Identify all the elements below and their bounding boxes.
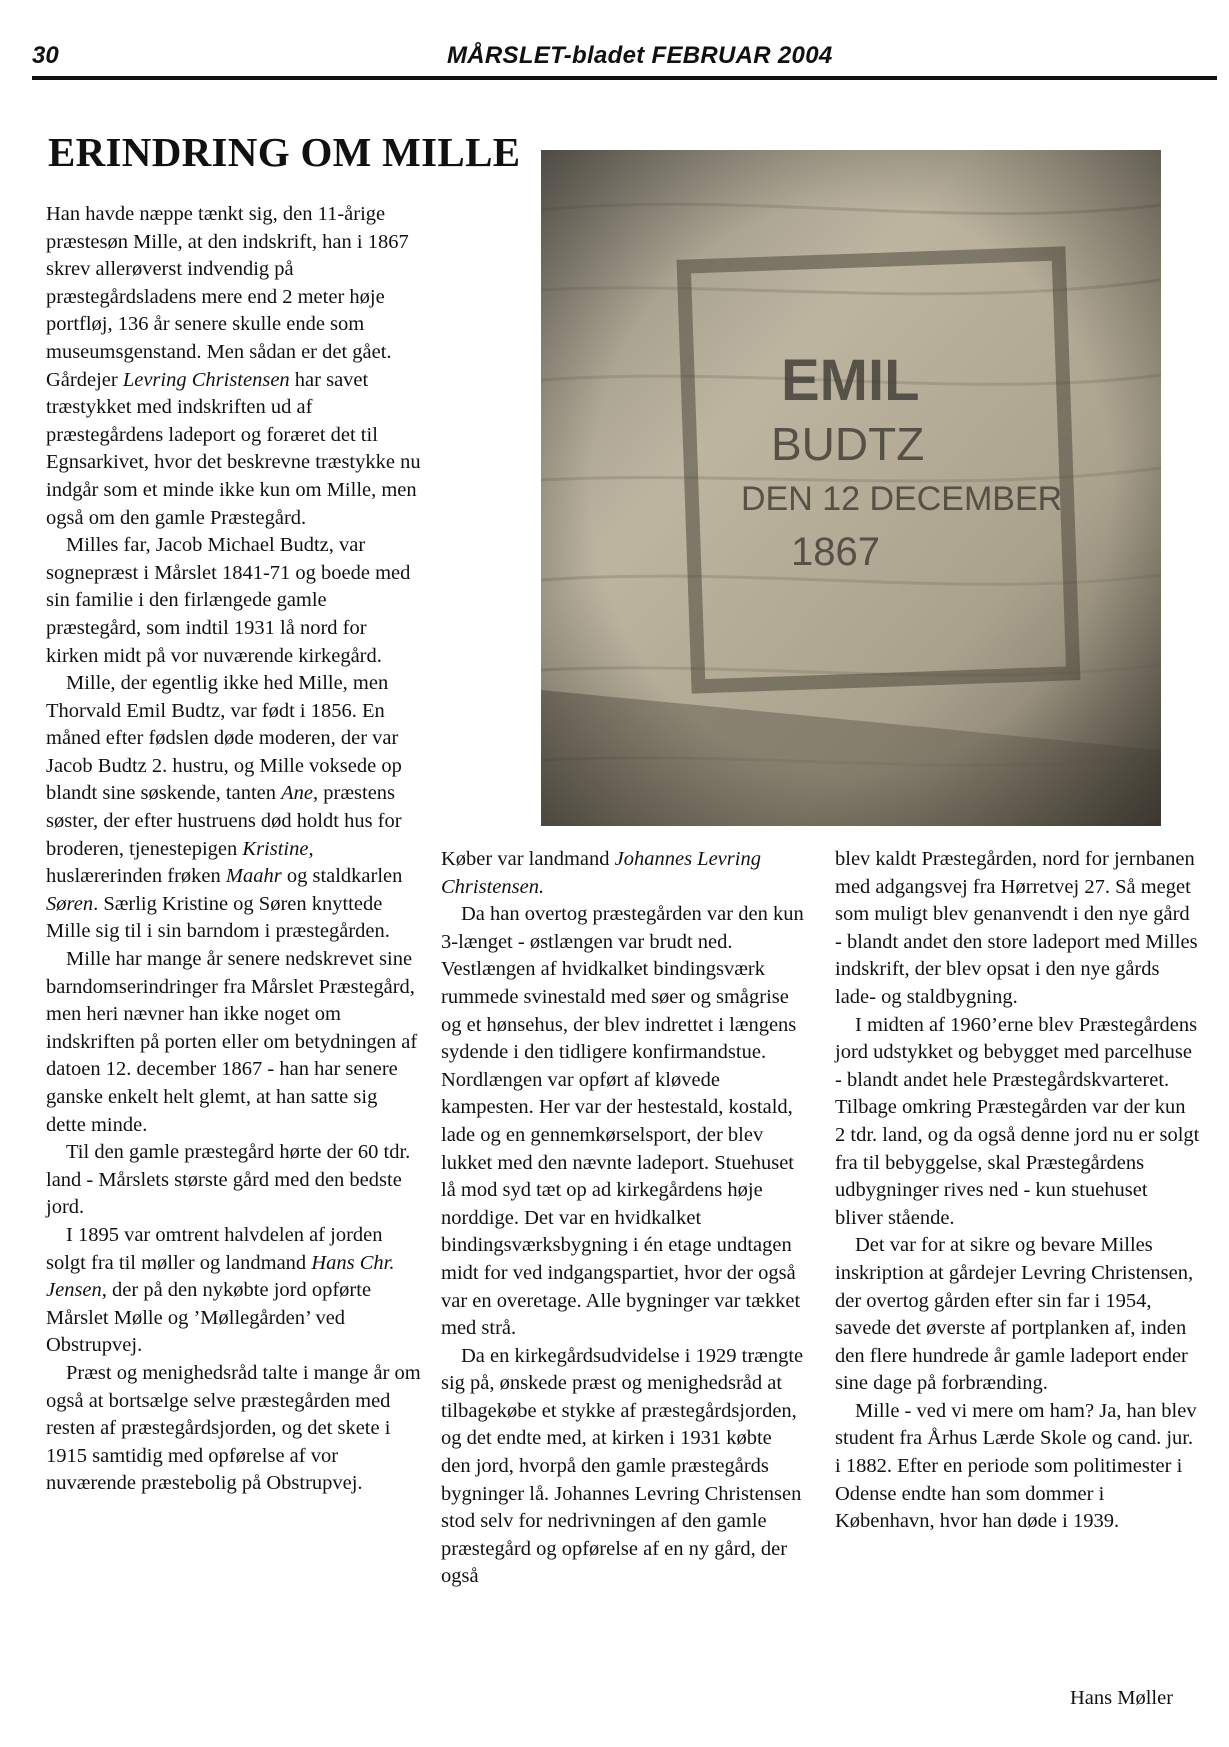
text: Køber var landmand xyxy=(441,848,615,870)
text: I 1895 var omtrent halvdelen af jorden solgt fra til møller og landmand xyxy=(46,1223,383,1274)
person-name: Kristine xyxy=(242,837,309,860)
author-signature: Hans Møller xyxy=(1070,1687,1174,1709)
person-name: Hans Chr. Jensen xyxy=(46,1251,395,1302)
paragraph xyxy=(46,670,422,946)
paragraph xyxy=(46,201,422,532)
text: , huslærerinden frøken xyxy=(46,837,314,888)
person-name: Maahr xyxy=(225,865,282,888)
person-name: Johannes Levring Christensen. xyxy=(441,848,761,898)
wood-inscription-photo xyxy=(541,150,1161,826)
column-2 xyxy=(441,846,806,1591)
text: og staldkarlen xyxy=(281,865,403,888)
column-1 xyxy=(46,201,422,1498)
text: . Særlig Kristine og Søren knyttede Mille sig til i sin barndom i præstegården. xyxy=(46,892,390,943)
photo-image xyxy=(541,150,1161,826)
page-header xyxy=(32,40,1217,80)
column-3 xyxy=(835,846,1200,1536)
paragraph: I midten af 1960’erne blev Præstegårdens jord udstykket og bebygget med parcelhuse - blandt andet hele Præstegårdskvarteret. Tilbage omkring Præstegården var der kun 2 tdr. land, og da også denne jord nu er solgt fra til bebyggelse, skal Præstegårdens udbygninger rives ned - kun stuehuset bliver stående. xyxy=(835,1013,1200,1229)
paragraph: blev kaldt Præstegården, nord for jernbanen med adgangsvej fra Hørretvej 27. Så meget som muligt blev genanvendt i den nye gård - blandt andet den store ladeport med Milles indskrift, der blev opsat i den nye gårds lade- og staldbygning. xyxy=(835,848,1198,1008)
paragraph: Til den gamle præstegård hørte der 60 tdr. land - Mårslets største gård med den bedste jord. xyxy=(46,1141,411,1219)
paragraph: Milles far, Jacob Michael Budtz, var sognepræst i Mårslet 1841-71 og boede med sin familie i den firlængede gamle præstegård, som indtil 1931 lå nord for kirken midt på vor nuværende kirkegård. xyxy=(46,534,411,667)
person-name: Søren xyxy=(46,892,94,915)
paragraph: Mille har mange år senere nedskrevet sine barndomserindringer fra Mårslet Præstegård, men heri nævner han ikke noget om indskriften på porten eller om betydningen af datoen 12. december 1867 - han har senere ganske enkelt helt glemt, at han satte sig dette minde. xyxy=(46,948,418,1136)
text: , der på den nykøbte jord opførte Mårslet Mølle og ’Møllegården’ ved Obstrupvej. xyxy=(46,1279,372,1357)
paragraph xyxy=(441,846,806,901)
text: , præstens søster, der efter hustruens død holdt hus for broderen, tjenestepigen xyxy=(46,782,402,860)
paragraph: Det var for at sikre og bevare Milles inskription at gårdejer Levring Christensen, der overtog gården efter sin far i 1954, savede det øverste af portplanken af, inden den flere hundrede år gamle ladeport ender sine dage på forbrænding. xyxy=(835,1234,1194,1395)
paragraph: Da han overtog præstegården var den kun 3-længet - østlængen var brudt ned. Vestlængen af hvidkalket bindingsværk rummede svinestald med søer og smågrise og et hønsehus, der blev indrettet i længens sydende i den tidligere konfirmandstue. Nordlængen var opført af kløvede kampesten. Her var der hestestald, kostald, lade og en gennemkørselsport, der blev lukket med den nævnte ladeport. Stuehuset lå mod syd tæt op ad kirkegårdens høje norddige. Det var en hvidkalket bindingsværksbygning i én etage undtagen midt for ved indgangspartiet, hvor der også var en overetage. Alle bygninger var tækket med strå. xyxy=(441,903,804,1340)
paragraph: Mille - ved vi mere om ham? Ja, han blev student fra Århus Lærde Skole og cand. jur. i 1882. Efter en periode som politimester i Odense endte han som dommer i København, hvor han døde i 1939. xyxy=(835,1399,1197,1533)
text: har savet træstykket med indskriften ud af præstegårdens ladeport og foræret det til Egnsarkivet, hvor det beskrevne træstykke nu indgår som et minde ikke kun om Mille, men også om den gamle Præstegård. xyxy=(46,368,421,529)
text: Mille, der egentlig ikke hed Mille, men Thorvald Emil Budtz, var født i 1856. En måned efter fødslen døde moderen, der var Jacob Budtz 2. hustru, og Mille voksede op blandt sine søskende, tanten xyxy=(46,672,402,805)
photo-vignette xyxy=(541,150,1161,826)
text: Han havde næppe tænkt sig, den 11-årige præstesøn Mille, at den indskrift, han i 1867 skrev allerøverst indvendig på præstegårdsladens mere end 2 meter høje portfløj, 136 år senere skulle ende som museumsgenstand. Men sådan er det gået. Gårdejer xyxy=(46,203,409,391)
masthead: MÅRSLET-bladet FEBRUAR 2004 xyxy=(447,42,833,69)
paragraph: Præst og menighedsråd talte i mange år om også at bortsælge selve præstegården med resten af præstegårdsjorden, og det skete i 1915 samtidig med opførelse af vor nuværende præstebolig på Obstrupvej. xyxy=(46,1361,421,1495)
paragraph: Da en kirkegårdsudvidelse i 1929 trængte sig på, ønskede præst og menighedsråd at tilbagekøbe et stykke af præstegårdsjorden, og det endte med, at kirken i 1931 købte den jord, hvorpå den gamle præstegårds bygninger lå. Johannes Levring Christensen stod selv for nedrivningen af den gamle præstegård og opførelse af en ny gård, der også xyxy=(441,1344,804,1588)
person-name: Ane xyxy=(281,782,314,805)
page-number: 30 xyxy=(32,42,59,69)
paragraph xyxy=(46,1222,422,1360)
article-title: ERINDRING OM MILLE xyxy=(48,129,521,175)
person-name: Levring Christensen xyxy=(122,368,290,391)
